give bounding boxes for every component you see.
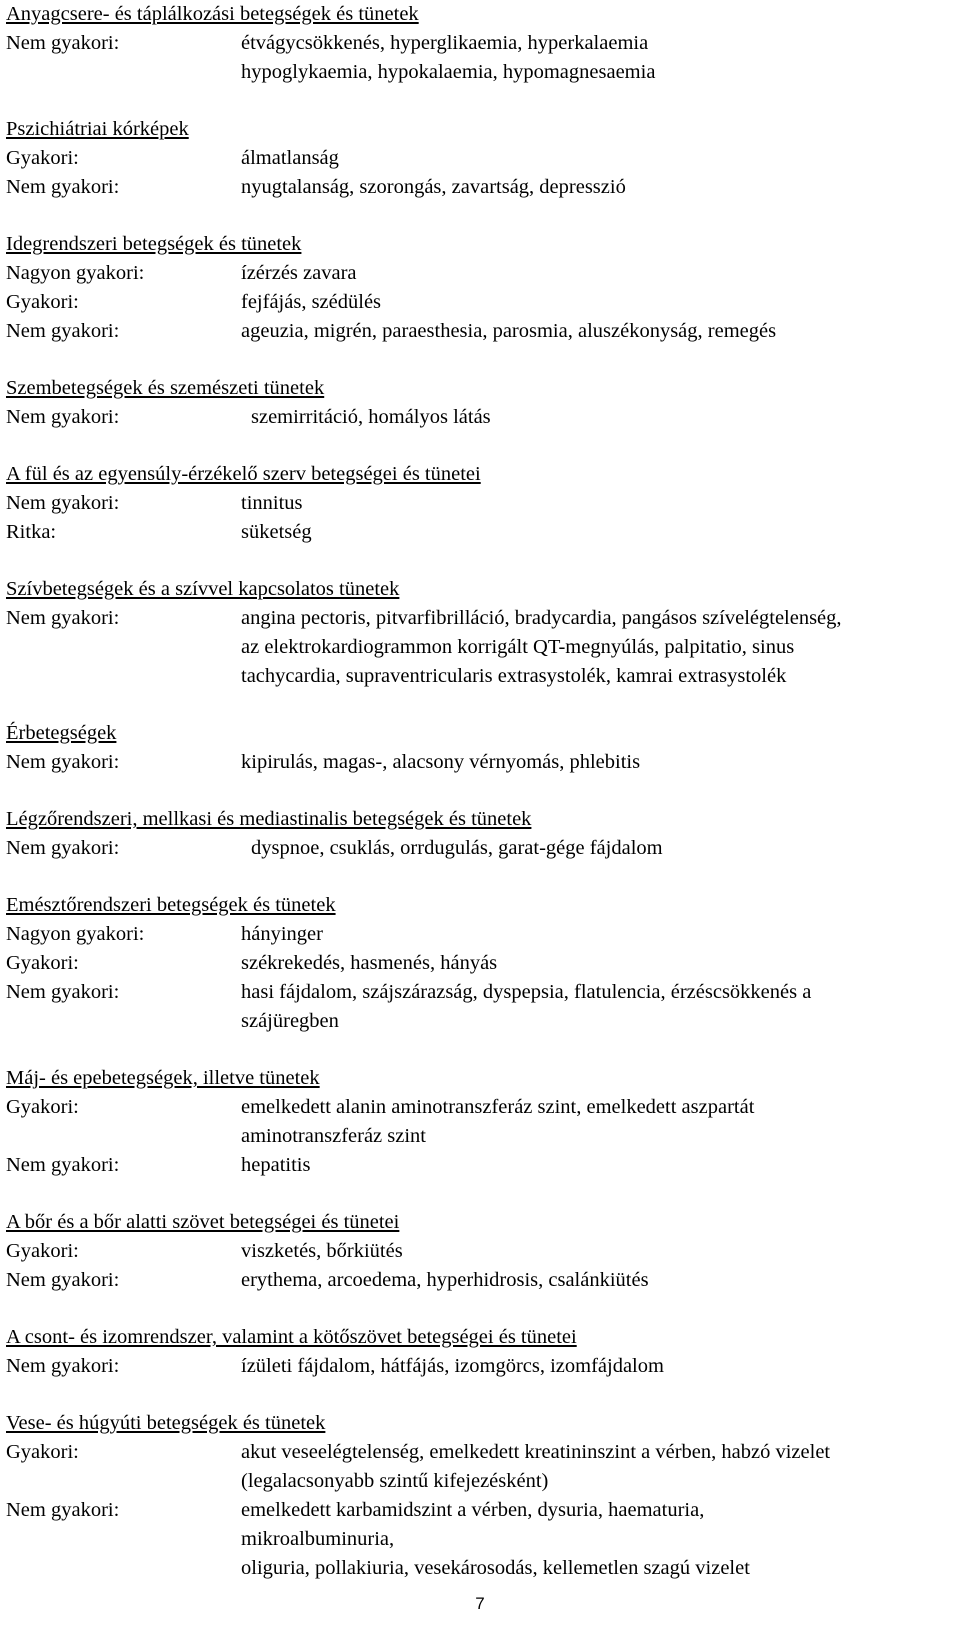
- symptom-line: tinnitus: [241, 492, 303, 514]
- symptom-list: [241, 1151, 956, 1180]
- symptom-line: hepatitis: [241, 1154, 311, 1176]
- symptom-list: [241, 29, 956, 87]
- frequency-entry: [6, 518, 956, 547]
- section-ear: [6, 460, 956, 547]
- symptom-line: szemirritáció, homályos látás: [251, 406, 491, 428]
- frequency-label: Nem gyakori:: [6, 1499, 120, 1521]
- frequency-entry: [6, 29, 956, 87]
- frequency-entry: [6, 403, 956, 432]
- frequency-entry: [6, 949, 956, 978]
- section-cardiac: [6, 575, 956, 691]
- symptom-line: süketség: [241, 521, 312, 543]
- section-psychiatric: [6, 115, 956, 202]
- frequency-entry: [6, 834, 956, 863]
- frequency-entry: [6, 489, 956, 518]
- section-heading: Érbetegségek: [6, 722, 117, 744]
- page-number: 7: [475, 1594, 485, 1613]
- frequency-entry: [6, 317, 956, 346]
- frequency-label: Nem gyakori:: [6, 751, 120, 773]
- frequency-label: Nem gyakori:: [6, 406, 120, 428]
- symptom-line: kipirulás, magas-, alacsony vérnyomás, phlebitis: [241, 751, 641, 773]
- symptom-line: viszketés, bőrkiütés: [241, 1240, 403, 1262]
- section-heading: Szembetegségek és szemészeti tünetek: [6, 377, 325, 399]
- frequency-label: Nem gyakori:: [6, 1154, 120, 1176]
- symptom-list: [241, 1438, 956, 1496]
- section-heading: Anyagcsere- és táplálkozási betegségek és tünetek: [6, 3, 419, 25]
- symptom-list: [241, 288, 956, 317]
- section-heading: Vese- és húgyúti betegségek és tünetek: [6, 1412, 326, 1434]
- section-renal: [6, 1409, 956, 1583]
- symptom-line: oliguria, pollakiuria, vesekárosodás, kellemetlen szagú vizelet: [241, 1557, 750, 1579]
- symptom-list: [241, 1496, 956, 1583]
- symptom-line: hypoglykaemia, hypokalaemia, hypomagnesaemia: [241, 61, 656, 83]
- section-respiratory: [6, 805, 956, 863]
- frequency-label: Nagyon gyakori:: [6, 923, 145, 945]
- symptom-list: [241, 518, 956, 547]
- section-heading: A csont- és izomrendszer, valamint a kötőszövet betegségei és tünetei: [6, 1326, 577, 1348]
- symptom-line: angina pectoris, pitvarfibrilláció, bradycardia, pangásos szívelégtelenség,: [241, 607, 842, 629]
- frequency-entry: [6, 1438, 956, 1496]
- section-heading: Máj- és epebetegségek, illetve tünetek: [6, 1067, 320, 1089]
- frequency-label: Nem gyakori:: [6, 1269, 120, 1291]
- frequency-label: Nem gyakori:: [6, 981, 120, 1003]
- section-heading: Szívbetegségek és a szívvel kapcsolatos tünetek: [6, 578, 400, 600]
- frequency-label: Gyakori:: [6, 291, 79, 313]
- symptom-line: dyspnoe, csuklás, orrdugulás, garat-gége fájdalom: [251, 837, 663, 859]
- symptom-list: [241, 173, 956, 202]
- section-gastrointestinal: [6, 891, 956, 1036]
- symptom-list: [241, 604, 956, 691]
- symptom-line: aminotranszferáz szint: [241, 1125, 426, 1147]
- frequency-label: Nem gyakori:: [6, 32, 120, 54]
- frequency-label: Nem gyakori:: [6, 176, 120, 198]
- symptom-line: tachycardia, supraventricularis extrasystolék, kamrai extrasystolék: [241, 665, 787, 687]
- frequency-label: Nem gyakori:: [6, 837, 120, 859]
- frequency-entry: [6, 1093, 956, 1151]
- section-metabolism: [6, 0, 956, 87]
- section-heading: A bőr és a bőr alatti szövet betegségei és tünetei: [6, 1211, 400, 1233]
- symptom-line: étvágycsökkenés, hyperglikaemia, hyperkalaemia: [241, 32, 649, 54]
- symptom-line: szájüregben: [241, 1010, 339, 1032]
- symptom-line: akut veseelégtelenség, emelkedett kreatininszint a vérben, habzó vizelet: [241, 1441, 831, 1463]
- section-heading: Légzőrendszeri, mellkasi és mediastinalis betegségek és tünetek: [6, 808, 532, 830]
- section-heading: A fül és az egyensúly-érzékelő szerv betegségei és tünetei: [6, 463, 481, 485]
- frequency-entry: [6, 1151, 956, 1180]
- frequency-entry: [6, 920, 956, 949]
- symptom-line: álmatlanság: [241, 147, 339, 169]
- frequency-entry: [6, 978, 956, 1036]
- symptom-line: mikroalbuminuria,: [241, 1528, 395, 1550]
- frequency-entry: [6, 1237, 956, 1266]
- symptom-list: [241, 144, 956, 173]
- frequency-label: Gyakori:: [6, 1096, 79, 1118]
- section-hepatobiliary: [6, 1064, 956, 1180]
- symptom-line: nyugtalanság, szorongás, zavartság, depresszió: [241, 176, 626, 198]
- symptom-line: hasi fájdalom, szájszárazság, dyspepsia, flatulencia, érzéscsökkenés a: [241, 981, 812, 1003]
- symptom-list: [241, 1237, 956, 1266]
- symptom-line: székrekedés, hasmenés, hányás: [241, 952, 498, 974]
- frequency-label: Nem gyakori:: [6, 607, 120, 629]
- symptom-list: [241, 489, 956, 518]
- frequency-entry: [6, 604, 956, 691]
- frequency-label: Gyakori:: [6, 147, 79, 169]
- section-nervous-system: [6, 230, 956, 346]
- symptom-list: [241, 1266, 956, 1295]
- section-vascular: [6, 719, 956, 777]
- symptom-list: [241, 748, 956, 777]
- frequency-label: Gyakori:: [6, 1240, 79, 1262]
- symptom-line: emelkedett alanin aminotranszferáz szint, emelkedett aszpartát: [241, 1096, 755, 1118]
- section-heading: Emésztőrendszeri betegségek és tünetek: [6, 894, 336, 916]
- frequency-entry: [6, 1496, 956, 1583]
- frequency-label: Nem gyakori:: [6, 320, 120, 342]
- symptom-list: [241, 920, 956, 949]
- frequency-label: Nem gyakori:: [6, 492, 120, 514]
- frequency-label: Nagyon gyakori:: [6, 262, 145, 284]
- frequency-entry: [6, 259, 956, 288]
- frequency-entry: [6, 288, 956, 317]
- symptom-line: ízérzés zavara: [241, 262, 357, 284]
- symptom-line: (legalacsonyabb szintű kifejezésként): [241, 1470, 549, 1492]
- symptom-list: [241, 1093, 956, 1151]
- frequency-label: Nem gyakori:: [6, 1355, 120, 1377]
- symptom-list: [241, 259, 956, 288]
- symptom-line: fejfájás, szédülés: [241, 291, 382, 313]
- symptom-line: ageuzia, migrén, paraesthesia, parosmia, aluszékonyság, remegés: [241, 320, 777, 342]
- frequency-label: Ritka:: [6, 521, 57, 543]
- frequency-entry: [6, 1266, 956, 1295]
- symptom-list: [241, 317, 956, 346]
- symptom-list: [251, 403, 956, 432]
- frequency-label: Gyakori:: [6, 1441, 79, 1463]
- symptom-line: erythema, arcoedema, hyperhidrosis, csalánkiütés: [241, 1269, 649, 1291]
- frequency-entry: [6, 1352, 956, 1381]
- document-body: [6, 0, 956, 1611]
- symptom-line: ízületi fájdalom, hátfájás, izomgörcs, izomfájdalom: [241, 1355, 664, 1377]
- frequency-label: Gyakori:: [6, 952, 79, 974]
- frequency-entry: [6, 748, 956, 777]
- section-musculoskeletal: [6, 1323, 956, 1381]
- symptom-list: [241, 978, 956, 1036]
- symptom-list: [241, 1352, 956, 1381]
- symptom-line: hányinger: [241, 923, 323, 945]
- section-heading: Pszichiátriai kórképek: [6, 118, 189, 140]
- section-skin: [6, 1208, 956, 1295]
- symptom-line: emelkedett karbamidszint a vérben, dysuria, haematuria,: [241, 1499, 705, 1521]
- symptom-list: [241, 949, 956, 978]
- section-eye: [6, 374, 956, 432]
- symptom-line: az elektrokardiogrammon korrigált QT-megnyúlás, palpitatio, sinus: [241, 636, 795, 658]
- section-heading: Idegrendszeri betegségek és tünetek: [6, 233, 302, 255]
- frequency-entry: [6, 173, 956, 202]
- frequency-entry: [6, 144, 956, 173]
- symptom-list: [251, 834, 956, 863]
